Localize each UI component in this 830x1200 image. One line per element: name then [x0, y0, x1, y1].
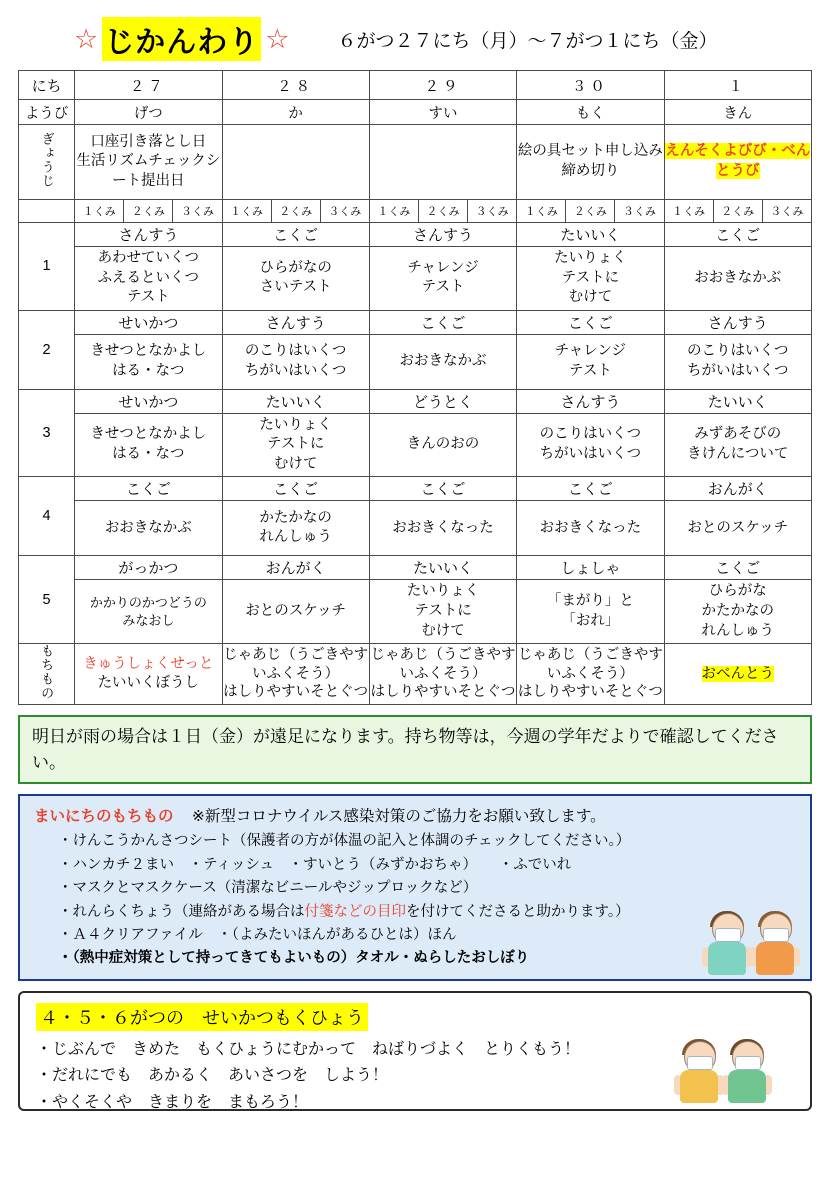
lesson-detail: たいりょく テストに むけて — [259, 416, 332, 472]
subject-name: さんすう — [370, 223, 516, 247]
subject-name: こくご — [370, 311, 516, 335]
subject-name: さんすう — [75, 223, 221, 247]
lesson-cell-3-1 — [222, 389, 369, 477]
daily-items-list — [34, 830, 796, 971]
row-label-youbi: ようび — [19, 100, 75, 125]
rain-notice-text: 明日が雨の場合は１日（金）が遠足になります。持ち物等は，今週の学年だよりで確認してください。 — [32, 727, 779, 772]
item-cell-1: じゃあじ（うごきやすいふくそう） はしりやすいそとぐつ — [222, 644, 369, 705]
lesson-cell-4-3 — [517, 477, 664, 556]
event-text-4: えんそくよびび・べんとうび — [665, 143, 811, 179]
lesson-detail: おおきなかぶ — [399, 352, 487, 369]
weekday-cell-2: すい — [369, 100, 516, 125]
daily-items-title — [34, 804, 796, 826]
lesson-cell-4-1 — [222, 477, 369, 556]
event-text-3: 絵の具セット申し込み締め切り — [517, 143, 663, 179]
lesson-detail: おおきくなった — [539, 519, 642, 536]
class-group-label: ２くみ — [713, 200, 762, 222]
table-row-period-5 — [19, 556, 812, 644]
lesson-detail: おおきなかぶ — [694, 269, 782, 286]
list-item: ・れんらくちょう（連絡がある場合は付箋などの目印を付けてくださると助かります。） — [58, 903, 630, 920]
subject-name: おんがく — [223, 556, 369, 580]
kumi-cell-1 — [222, 200, 369, 223]
item-cell-4: おべんとう — [664, 644, 811, 705]
face-mask-icon — [687, 1056, 713, 1070]
period-number-3: 3 — [19, 389, 75, 477]
lesson-detail: きせつとなかよし はる・なつ — [90, 426, 207, 463]
kid-body — [708, 942, 746, 975]
class-group-label: １くみ — [230, 206, 264, 218]
lesson-detail: ひらがなの さいテスト — [259, 259, 332, 296]
daily-items-title-lead: まいにちのもちもの — [34, 808, 174, 826]
gyouji-label-text: ぎょうじ — [39, 132, 55, 188]
item-cell-2: じゃあじ（うごきやすいふくそう） はしりやすいそとぐつ — [369, 644, 516, 705]
class-group-label: ２くみ — [565, 200, 614, 222]
event-cell-0 — [75, 125, 222, 200]
lesson-cell-3-4 — [664, 389, 811, 477]
date-cell-2: ２９ — [369, 71, 516, 100]
kumi-row-label — [19, 200, 75, 223]
kid-body — [728, 1070, 766, 1103]
table-row-dates — [19, 71, 812, 100]
kid-figure-1 — [704, 913, 750, 975]
lesson-detail: きせつとなかよし はる・なつ — [90, 343, 207, 379]
table-row-period-3 — [19, 389, 812, 477]
lesson-detail: おとのスケッチ — [687, 519, 789, 536]
mochimono-label-text: もちもの — [39, 644, 55, 701]
class-group-label: ３くみ — [614, 200, 663, 222]
period-number-2: 2 — [19, 310, 75, 389]
page-header — [18, 16, 812, 62]
lesson-detail: かたかなの れんしゅう — [259, 509, 332, 546]
lesson-cell-2-1 — [222, 310, 369, 389]
lesson-detail: あわせていくつ ふえるといくつ テスト — [97, 250, 200, 306]
item-cell-0: きゅうしょくせっと たいいくぼうし — [75, 644, 222, 705]
kumi-cell-2 — [369, 200, 516, 223]
subject-name: せいかつ — [75, 311, 221, 335]
weekday-cell-1: か — [222, 100, 369, 125]
class-group-label: １くみ — [377, 206, 411, 218]
face-mask-icon — [735, 1056, 761, 1070]
lesson-cell-4-0 — [75, 477, 222, 556]
lesson-cell-4-2 — [369, 477, 516, 556]
class-group-label: １くみ — [82, 206, 116, 218]
lesson-cell-1-1 — [222, 223, 369, 311]
table-row-weekdays — [19, 100, 812, 125]
lesson-detail: のこりはいくつ ちがいはいくつ — [687, 343, 789, 379]
star-icon-left: ☆ — [74, 23, 99, 54]
row-label-mochimono — [19, 644, 75, 705]
table-row-class-groups — [19, 200, 812, 223]
row-label-gyouji — [19, 125, 75, 200]
list-item: ・じぶんで きめた もくひょうにむかって ねばりづよく とりくもう！ — [36, 1040, 581, 1058]
event-cell-3 — [517, 125, 664, 200]
lesson-cell-5-0 — [75, 556, 222, 644]
subject-name: こくご — [75, 477, 221, 501]
list-item: ・ハンカチ２まい ・ティッシュ ・すいとう（みずかおちゃ） ・ふでいれ — [58, 856, 572, 873]
lesson-detail: かかりのかつどうの みなおし — [89, 595, 207, 628]
lesson-cell-4-4 — [664, 477, 811, 556]
lesson-detail: チャレンジ テスト — [554, 343, 627, 379]
daily-items-box — [18, 794, 812, 981]
subject-name: たいいく — [223, 390, 369, 414]
class-group-label: １くみ — [524, 206, 558, 218]
subject-name: どうとく — [370, 390, 516, 414]
event-text-0: 口座引き落とし日 生活リズムチェックシート提出日 — [76, 133, 221, 189]
list-item: ・Ａ４クリアファイル ・（よみたいほんがあるひとは）ほん — [58, 927, 457, 943]
table-row-period-1 — [19, 223, 812, 311]
list-item: ・けんこうかんさつシート（保護者の方が体温の記入と体調のチェックしてください。） — [58, 833, 631, 850]
kids-illustration-blue — [704, 913, 798, 975]
class-group-label: １くみ — [672, 206, 706, 218]
date-cell-3: ３０ — [517, 71, 664, 100]
lesson-detail: おおきなかぶ — [104, 519, 192, 536]
class-group-label: ３くみ — [172, 200, 221, 222]
list-item: ・（熱中症対策として持ってきてもよいもの）タオル・ぬらしたおしぼり — [58, 950, 530, 967]
subject-name: さんすう — [517, 390, 663, 414]
lesson-cell-5-1 — [222, 556, 369, 644]
lesson-cell-2-2 — [369, 310, 516, 389]
subject-name: がっかつ — [75, 556, 221, 580]
class-group-label: ２くみ — [418, 200, 467, 222]
class-group-label: ３くみ — [467, 200, 516, 222]
lesson-cell-5-3 — [517, 556, 664, 644]
list-item: ・マスクとマスクケース（清潔なビニールやジップロックなど） — [58, 880, 478, 897]
lesson-cell-5-4 — [664, 556, 811, 644]
period-number-1: 1 — [19, 223, 75, 311]
lesson-detail: チャレンジ テスト — [407, 259, 479, 296]
date-range: ６がつ２７にち（月）〜７がつ１にち（金） — [337, 30, 718, 52]
table-row-items — [19, 644, 812, 705]
subject-name: こくご — [223, 223, 369, 247]
subject-name: せいかつ — [75, 390, 221, 414]
subject-name: こくご — [665, 223, 811, 247]
subject-name: こくご — [370, 477, 516, 501]
kumi-cell-3 — [517, 200, 664, 223]
list-item: ・だれにでも あかるく あいさつを しよう！ — [36, 1067, 389, 1085]
page-title: じかんわり — [102, 17, 261, 61]
weekday-cell-3: もく — [517, 100, 664, 125]
lesson-cell-2-3 — [517, 310, 664, 389]
lesson-detail: たいりょく テストに むけて — [554, 250, 627, 306]
subject-name: こくご — [517, 477, 663, 501]
event-cell-1 — [222, 125, 369, 200]
lesson-cell-2-4 — [664, 310, 811, 389]
lesson-cell-3-2 — [369, 389, 516, 477]
row-label-nichi: にち — [19, 71, 75, 100]
star-icon-right: ☆ — [265, 23, 290, 54]
event-cell-4 — [664, 125, 811, 200]
weekday-cell-4: きん — [664, 100, 811, 125]
kid-body — [756, 942, 794, 975]
class-group-label: ２くみ — [271, 200, 320, 222]
lesson-detail: たいりょく テストに むけて — [406, 583, 480, 639]
lesson-detail: みずあそびの きけんについて — [687, 426, 789, 463]
lesson-cell-1-3 — [517, 223, 664, 311]
lesson-cell-1-4 — [664, 223, 811, 311]
lesson-detail: おおきくなった — [392, 519, 494, 536]
lesson-cell-1-2 — [369, 223, 516, 311]
table-row-events — [19, 125, 812, 200]
kumi-cell-0 — [75, 200, 222, 223]
kid-body — [680, 1070, 718, 1103]
title-block — [70, 17, 293, 61]
subject-name: こくご — [665, 556, 811, 580]
goals-title: ４・５・６がつの せいかつもくひょう — [36, 1003, 368, 1031]
lesson-detail: きんのおの — [406, 436, 480, 453]
subject-name: たいいく — [517, 223, 663, 247]
period-number-5: 5 — [19, 556, 75, 644]
kids-illustration-goals — [676, 1041, 770, 1103]
table-row-period-4 — [19, 477, 812, 556]
lesson-cell-5-2 — [369, 556, 516, 644]
date-cell-1: ２８ — [222, 71, 369, 100]
lesson-detail: のこりはいくつ ちがいはいくつ — [539, 426, 642, 463]
subject-name: しょしゃ — [517, 556, 663, 580]
table-row-period-2 — [19, 310, 812, 389]
kid-figure-3 — [676, 1041, 722, 1103]
rain-notice-box — [18, 715, 812, 784]
goals-box — [18, 991, 812, 1111]
lesson-detail: のこりはいくつ ちがいはいくつ — [244, 343, 347, 379]
event-cell-2 — [369, 125, 516, 200]
list-item: ・やくそくや きまりを まもろう！ — [36, 1093, 309, 1111]
subject-name: こくご — [223, 477, 369, 501]
lesson-detail: 「まがり」と 「おれ」 — [546, 593, 634, 629]
weekday-cell-0: げつ — [75, 100, 222, 125]
subject-name: たいいく — [370, 556, 516, 580]
lesson-cell-3-0 — [75, 389, 222, 477]
face-mask-icon — [763, 928, 789, 942]
subject-name: さんすう — [665, 311, 811, 335]
subject-name: こくご — [517, 311, 663, 335]
class-group-label: ２くみ — [123, 200, 172, 222]
subject-name: たいいく — [665, 390, 811, 414]
class-group-label: ３くみ — [762, 200, 811, 222]
period-number-4: 4 — [19, 477, 75, 556]
lesson-cell-3-3 — [517, 389, 664, 477]
lesson-cell-1-0 — [75, 223, 222, 311]
date-cell-0: ２７ — [75, 71, 222, 100]
face-mask-icon — [715, 928, 741, 942]
date-cell-4: １ — [664, 71, 811, 100]
kumi-cell-4 — [664, 200, 811, 223]
kid-figure-2 — [752, 913, 798, 975]
subject-name: おんがく — [665, 477, 811, 501]
lesson-detail: おとのスケッチ — [245, 602, 347, 619]
item-cell-3: じゃあじ（うごきやすいふくそう） はしりやすいそとぐつ — [517, 644, 664, 705]
lesson-cell-2-0 — [75, 310, 222, 389]
subject-name: さんすう — [223, 311, 369, 335]
class-group-label: ３くみ — [320, 200, 369, 222]
daily-items-title-note: ※新型コロナウイルス感染対策のご協力をお願い致します。 — [191, 808, 606, 826]
schedule-table — [18, 70, 812, 705]
kid-figure-4 — [724, 1041, 770, 1103]
lesson-detail: ひらがな かたかなの れんしゅう — [701, 583, 775, 639]
